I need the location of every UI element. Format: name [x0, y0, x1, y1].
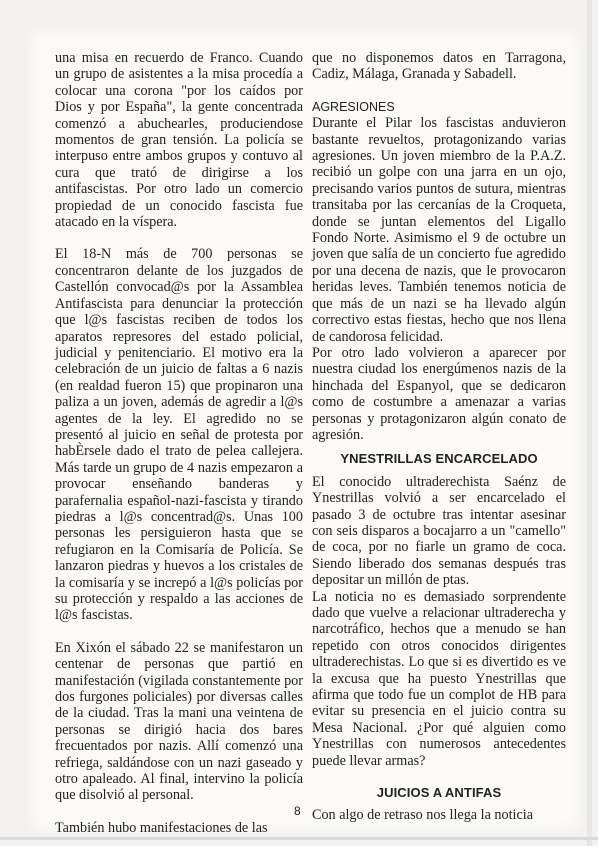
left-paragraph-1: una misa en recuerdo de Franco. Cuando un grupo de asistentes a la misa procedía a colocar una corona "por los caídos por Dios y por España", la gente concentrada comenzó a abuchearles, produciendose momentos de gran tensión. La policía se interpuso entre ambos grupos y contuvo al cura que trató de dirigirse a los antifascistas. Por otro lado un comercio propiedad de un conocido fascista fue atacado en la víspera.: [55, 50, 303, 231]
right-paragraph-2: Durante el Pilar los fascistas anduvieron bastante revueltos, protagonizando varias agresiones. Un joven miembro de la P.A.Z. recibió un golpe con una jarra en un ojo, precisando varios puntos de sutura, mientras transitaba por las cercanías de la Croqueta, donde se juntan elementos del Ligallo Fondo Norte. Asimismo el 9 de octubre un joven que salía de un concierto fue agredido por una decena de nazis, que le provocaron heridas leves. También tenemos noticia de que más de un nazi se ha llevado algún correctivo estas fiestas, hecho que nos llena de candorosa felicidad.: [312, 115, 566, 345]
right-paragraph-4: El conocido ultraderechista Saénz de Ynestrillas volvió a ser encarcelado el pasado 3 de octubre tras intentar asesinar con seis disparos a bocajarro a un "camello" de coca, por no fiarle un gramo de coca. Siendo liberado dos semanas después tras depositar un millón de ptas.: [312, 473, 566, 589]
heading-ynestrillas: YNESTRILLAS ENCARCELADO: [340, 451, 538, 467]
right-paragraph-3: Por otro lado volvieron a aparecer por nuestra ciudad los energúmenos nazis de la hinchada del Espanyol, que se dedicaron como de costumbre a amenazar a varias personas y protagonizaron algún conato de agresión.: [312, 344, 566, 443]
right-column: [312, 50, 566, 840]
left-paragraph-2: El 18-N más de 700 personas se concentraron delante de los juzgados de Castellón convocad@s por la Assamblea Antifascista para denunciar la protección que l@s fascistas reciben de todos los aparatos represores del estado policial, judicial y penitenciario. El motivo era la celebración de un juicio de faltas a 6 nazis (en realdad fueron 15) que propinaron una paliza a un joven, además de agredir a l@s agentes de la ley. El agredido no se presentó al juicio en señal de protesta por habÈrsele dado el trato de pelea callejera. Más tarde un grupo de 4 nazis empezaron a provocar enseñando banderas y parafernalia español-nazi-fascista y tirando piedras a l@s concentrad@s. Unas 100 personas les persiguieron hasta que se refugiaron en la Comisaría de Policía. Se lanzaron piedras y huevos a los cristales de la comisaría y se increpó a l@s policías por su protección y respaldo a las acciones de l@s fascistas.: [55, 246, 303, 624]
page-number: 8: [294, 804, 301, 818]
left-column: [55, 50, 303, 852]
left-paragraph-4: También hubo manifestaciones de las: [55, 819, 268, 836]
agresiones-label: AGRESIONES: [312, 99, 395, 114]
heading-juicios: JUICIOS A ANTIFAS: [376, 785, 502, 801]
right-paragraph-5: La noticia no es demasiado sorprendente dado que vuelve a relacionar ultraderecha y narcotráfico, hechos que a menudo se han repetido con otros conocidos dirigentes ultraderechistas. Lo que si es divertido es ve la excusa que ha puesto Ynestrillas que afirma que todo fue un complot de HB para evitar su presencia en el juicio contra su Mesa Nacional. ¿Por qué alguien como Ynestrillas con numerosos antecedentes puede llevar armas?: [312, 588, 566, 769]
right-paragraph-6: Con algo de retraso nos llega la noticia: [312, 807, 534, 824]
paper-edge-right: [587, 0, 592, 846]
right-paragraph-1: que no disponemos datos en Tarragona, Cadiz, Málaga, Granada y Sabadell.: [312, 50, 566, 83]
left-paragraph-3: En Xixón el sábado 22 se manifestaron un centenar de personas que partió en manifestación (vigilada constantemente por dos furgones policiales) por diversas calles de la ciudad. Tras la mani una veintena de personas se dirigió hacia dos bares frecuentados por nazis. Allí comenzó una refriega, saldándose con un nazi gaseado y otro apaleado. Al final, intervino la policía que disolvió al personal.: [55, 639, 303, 804]
